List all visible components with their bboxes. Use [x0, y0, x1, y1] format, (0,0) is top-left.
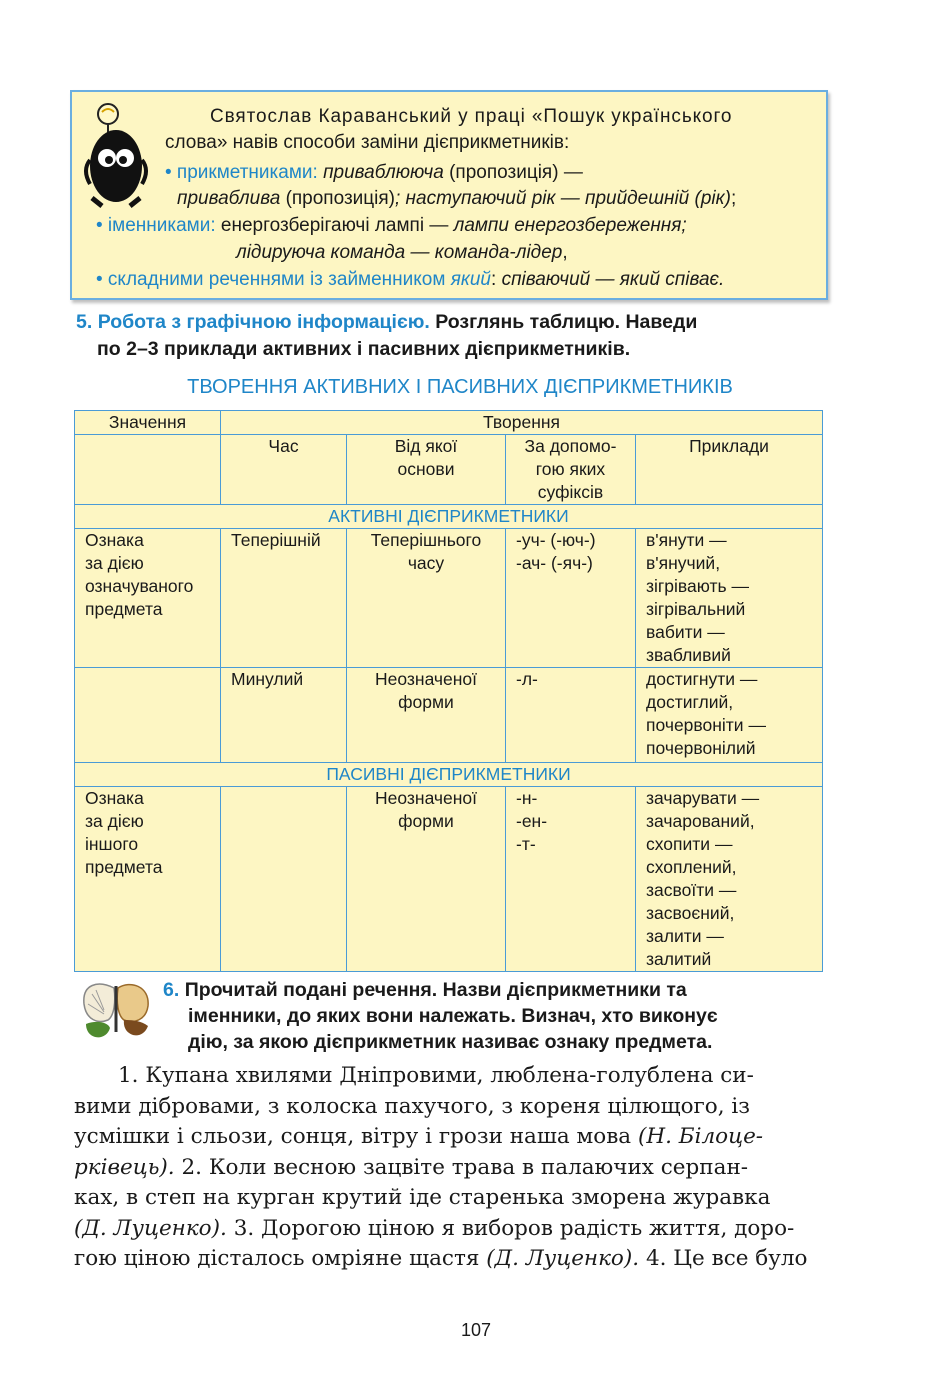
active-section-title: АКТИВНІ ДІЄПРИКМЕТНИКИ [75, 505, 823, 529]
table-header-row-1 [75, 411, 823, 435]
exercise-5-heading [76, 309, 697, 335]
cell-stem: Неозначеної форми [347, 668, 506, 763]
passive-section-title: ПАСИВНІ ДІЄПРИКМЕТНИКИ [75, 763, 823, 787]
info-complex-line [96, 267, 724, 293]
header-examples: Приклади [636, 435, 823, 505]
active-section-row [75, 505, 823, 529]
table-row [75, 529, 823, 668]
complex-word: який [450, 269, 491, 290]
adj-ex2-a: приваблива [177, 188, 281, 209]
text-line: гою ціною дісталось омріяне щастя (Д. Луценко). 4. Це все було [74, 1246, 808, 1271]
exercise-6-text [74, 1061, 846, 1275]
info-adj-line [165, 160, 583, 186]
cell-meaning: Ознака за дією іншого предмета [75, 787, 221, 972]
cell-suffix: -л- [506, 668, 636, 763]
text-line: (Д. Луценко). 3. Дорогою ціною я виборов радість життя, доро- [74, 1215, 795, 1241]
text-line: ках, в степ на курган крутий іде старенька зморена журавка [74, 1185, 771, 1210]
info-line-1: Святослав Караванський у праці «Пошук українського [210, 106, 733, 127]
info-noun-line-2 [236, 240, 568, 266]
adj-ex2-d: ; [730, 188, 737, 209]
cell-meaning [75, 668, 221, 763]
table-row [75, 668, 823, 763]
adj-ex1-a: приваблююча [323, 162, 444, 183]
header-meaning: Значення [75, 411, 221, 435]
author-ref: (Д. Луценко). [74, 1215, 227, 1241]
info-adj-line-2 [177, 186, 736, 212]
cell-tense [221, 787, 347, 972]
exercise-6-line-1: 6. Прочитай подані речення. Назви дієприкметники та [163, 979, 687, 1001]
author-ref: рківець). [74, 1154, 175, 1180]
adj-ex2-c: ; наступаючий рік — прийдешній (рік) [395, 188, 731, 209]
header-tense: Час [221, 435, 347, 505]
cell-tense: Минулий [221, 668, 347, 763]
text-line: вими дібровами, з колоска пахучого, з кореня цілющого, із [74, 1093, 751, 1119]
info-noun-line [96, 213, 687, 239]
cell-examples: в'янути — в'янучий, зігрівають — зігрівальний вабити — звабливий [636, 529, 823, 668]
table-header-row-2 [75, 435, 823, 505]
text-line: рківець). 2. Коли весною зацвіте трава в палаючих серпан- [74, 1154, 749, 1180]
adj-ex1-b: (пропозиція) — [449, 162, 583, 183]
complex-colon: : [491, 269, 497, 290]
mascot-icon [80, 100, 152, 210]
exercise-6-number: 6. [163, 979, 180, 1001]
noun-ex2-a: лідируюча команда — команда-лідер [236, 242, 563, 263]
author-ref: (Д. Луценко). [486, 1246, 640, 1271]
cell-meaning: Ознака за дією означуваного предмета [75, 529, 221, 668]
adj-ex2-b: (пропозиція) [285, 188, 395, 209]
noun-ex1-a: енергозберігаючі лампі — [220, 215, 449, 236]
table-caption: ТВОРЕННЯ АКТИВНИХ І ПАСИВНИХ ДІЄПРИКМЕТНИКІВ [187, 376, 733, 398]
cell-tense: Теперішній [221, 529, 347, 668]
complex-label: • складними реченнями із займенником [96, 269, 446, 290]
header-stem: Від якої основи [347, 435, 506, 505]
cell-stem: Теперішнього часу [347, 529, 506, 668]
cell-suffix: -н- -ен- -т- [506, 787, 636, 972]
butterfly-icon [78, 980, 154, 1044]
participles-table [74, 410, 823, 972]
noun-label: • іменниками: [96, 215, 216, 236]
author-ref: (Н. Білоце- [637, 1124, 764, 1149]
cell-stem: Неозначеної форми [347, 787, 506, 972]
exercise-5-task-a: Розглянь таблицю. Наведи [435, 311, 698, 333]
table-row [75, 787, 823, 972]
page-number: 107 [460, 1320, 492, 1340]
header-formation: Творення [221, 411, 823, 435]
adj-label: • прикметниками: [165, 162, 318, 183]
exercise-5-task-b: по 2–3 приклади активних і пасивних дієприкметників. [97, 338, 631, 360]
cell-suffix: -уч- (-юч-) -ач- (-яч-) [506, 529, 636, 668]
exercise-5-title: Робота з графічною інформацією. [97, 311, 430, 333]
exercise-6-line-2: іменники, до яких вони належать. Визнач, хто виконує [188, 1005, 718, 1027]
cell-examples: достигнути — достиглий, почервоніти — почервонілий [636, 668, 823, 763]
exercise-6-line-3: дію, за якою дієприкметник називає ознаку предмета. [188, 1031, 713, 1053]
exercise-5-number: 5. [76, 311, 93, 333]
text-line: усмішки і сльози, сонця, вітру і грози наша мова (Н. Білоце- [74, 1124, 764, 1149]
info-line-2: слова» навів способи заміни дієприкметників: [165, 132, 570, 153]
text-line: 1. Купана хвилями Дніпровими, люблена-голублена си- [118, 1063, 754, 1088]
noun-ex1-b: лампи енергозбереження; [453, 215, 687, 236]
info-box [70, 90, 828, 300]
passive-section-row [75, 763, 823, 787]
header-suffix: За допомо- гою яких суфіксів [506, 435, 636, 505]
cell-examples: зачарувати — зачарований, схопити — схоплений, засвоїти — засвоєний, залити — залитий [636, 787, 823, 972]
complex-ex: співаючий — який співає. [501, 269, 725, 290]
noun-ex2-b: , [562, 242, 568, 263]
